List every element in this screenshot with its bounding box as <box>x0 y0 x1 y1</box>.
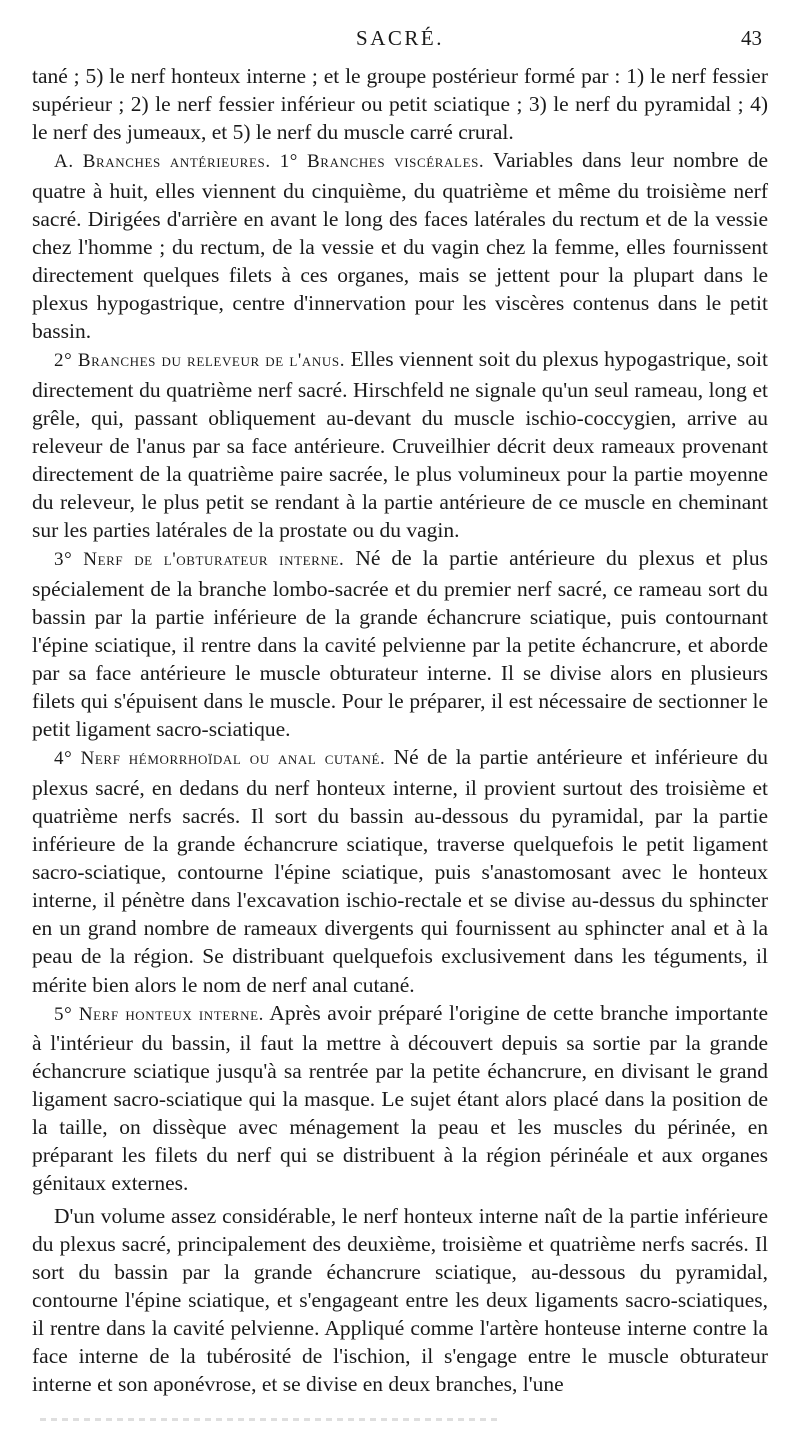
paragraph-text: D'un volume assez considérable, le nerf honteux interne naît de la partie inférieure du plexus sacré, principalement des deuxième, troisième et quatrième nerfs sacrés. Il sort du bassin par la grande échancrure sciatique, au-dessous du pyramidal, contourne l'épine sciatique, et s'engageant entre les deux ligaments sacro-sciatiques, il rentre dans la cavité pelvienne. Appliqué comme l'artère honteuse interne contre la face interne de la tubérosité de l'ischion, il s'engage entre le muscle obturateur interne et son aponévrose, et se divise en deux branches, l'une <box>32 1203 768 1397</box>
section-heading: 3° Nerf de l'obturateur interne. <box>54 549 345 571</box>
paragraph-text: tané ; 5) le nerf honteux interne ; et le groupe postérieur formé par : 1) le nerf fessier supérieur ; 2) le nerf fessier inférieur ou petit sciatique ; 3) le nerf du pyramidal ; 4) le nerf des jumeaux, et 5) le nerf du muscle carré crural. <box>32 64 768 145</box>
section-heading: 2° Branches du releveur de l'anus. <box>54 350 346 372</box>
paragraph-obturator-internus-nerve <box>32 544 768 743</box>
paragraph-continuation <box>32 62 768 146</box>
bleed-through-line <box>40 1418 500 1421</box>
paragraph-visceral-branches <box>32 146 768 345</box>
paragraph-pudendal-description <box>32 1202 768 1399</box>
section-heading: 5° Nerf honteux interne. <box>54 1003 265 1025</box>
section-heading: A. Branches antérieures. 1° Branches viscérales. <box>54 151 485 173</box>
page-number: 43 <box>741 26 762 50</box>
running-title: SACRÉ. <box>356 26 444 50</box>
paragraph-levator-ani-branches <box>32 345 768 544</box>
running-head <box>30 26 770 60</box>
paragraph-text: Après avoir préparé l'origine de cette branche importante à l'intérieur du bassin, il faut la mettre à découvert depuis sa sortie par la grande échancrure sciatique jusqu'à sa rentrée par la petite échancrure, en divisant le grand ligament sacro-sciatique qui la masque. Le sujet étant alors placé dans la position de la taille, on dissèque avec ménagement la peau et les muscles du périnée, en préparant les filets du nerf qui se distribuent à la région périnéale et aux organes génitaux externes. <box>32 1000 768 1196</box>
paragraph-text: Elles viennent soit du plexus hypogastrique, soit directement du quatrième nerf sacré. Hirschfeld ne signale qu'un seul rameau, long et grêle, qui, passant obliquement au-devant du muscle ischio-coccygien, arrive au releveur de l'anus par sa face antérieure. Cruveilhier décrit deux rameaux provenant directement de la quatrième paire sacrée, le plus volumineux pour la partie moyenne du releveur, le plus petit se rendant à la partie antérieure de ce muscle en cheminant sur les parties latérales de la prostate ou du vagin. <box>32 347 768 543</box>
paragraph-text: Variables dans leur nombre de quatre à huit, elles viennent du cinquième, du quatrième et même du troisième nerf sacré. Dirigées d'arrière en avant le long des faces latérales du rectum et de la vessie chez l'homme ; du rectum, de la vessie et du vagin chez la femme, elles fournissent directement quelques filets à ces organes, mais se jettent pour la plupart dans le plexus hypogastrique, centre d'innervation pour les viscères contenus dans le petit bassin. <box>32 148 768 344</box>
paragraph-text: Né de la partie antérieure du plexus et plus spécialement de la branche lombo-sacrée et du premier nerf sacré, ce rameau sort du bassin par la partie inférieure de la grande échancrure sciatique, puis contournant l'épine sciatique, il rentre dans la cavité pelvienne par la petite échancrure, et aborde par sa face antérieure le muscle obturateur interne. Il se divise alors en plusieurs filets qui s'épuisent dans le muscle. Pour le préparer, il est nécessaire de sectionner le petit ligament sacro-sciatique. <box>32 546 768 742</box>
section-heading: 4° Nerf hémorrhoïdal ou anal cutané. <box>54 748 386 770</box>
paragraph-text: Né de la partie antérieure et inférieure du plexus sacré, en dedans du nerf honteux interne, il provient surtout des troisième et quatrième nerfs sacrés. Il sort du bassin au-dessous du pyramidal, par la partie inférieure de la grande échancrure sciatique, traverse quelquefois le petit ligament sacro-sciatique, contourne l'épine sciatique, puis s'anastomosant avec le honteux interne, il pénètre dans l'excavation ischio-rectale et se divise au-dessus du sphincter en un grand nombre de rameaux divergents qui fournissent au sphincter anal et à la peau de la région. Se distribuant quelquefois exclusivement dans les téguments, il mérite bien alors le nom de nerf anal cutané. <box>32 745 768 997</box>
paragraph-anal-nerve <box>32 743 768 998</box>
body-text <box>32 62 768 1399</box>
paragraph-pudendal-nerve <box>32 999 768 1198</box>
